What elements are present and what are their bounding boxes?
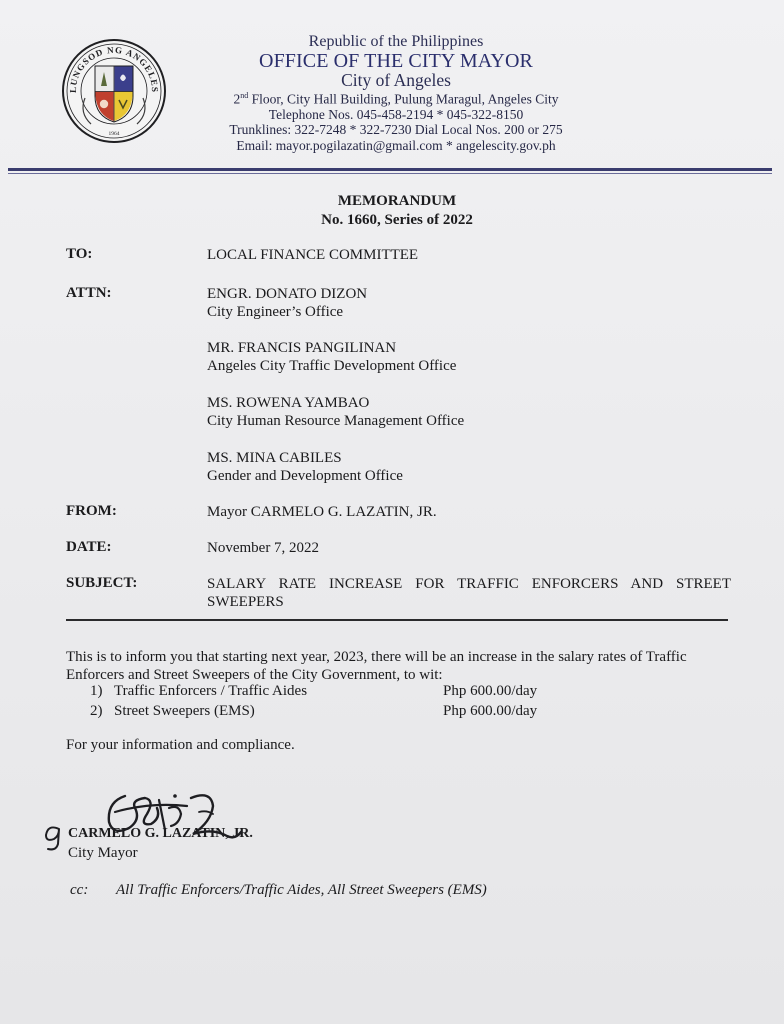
subject-line-1: SALARY RATE INCREASE FOR TRAFFIC ENFORCERS AND STREET bbox=[207, 576, 731, 592]
attn-office: Angeles City Traffic Development Office bbox=[207, 358, 457, 374]
trunklines-line: Trunklines: 322-7248 * 322-7230 Dial Local Nos. 200 or 275 bbox=[229, 122, 563, 137]
telephone-line: Telephone Nos. 045-458-2194 * 045-322-8150 bbox=[268, 106, 524, 122]
address-line: 2nd Floor, City Hall Building, Pulung Maragul, Angeles City bbox=[233, 90, 559, 106]
from-value: Mayor CARMELO G. LAZATIN, JR. bbox=[207, 504, 437, 520]
item-label: Street Sweepers (EMS) bbox=[114, 703, 255, 719]
memo-body-paragraph: This is to inform you that starting next year, 2023, there will be an increase in the salary rates of Traffic Enforcers and Street Sweepers of the City Government, to wit: bbox=[66, 649, 687, 684]
attn-name: ENGR. DONATO DIZON bbox=[207, 286, 368, 302]
attn-label: ATTN: bbox=[66, 285, 112, 301]
attn-entry bbox=[207, 339, 456, 375]
item-number: 1) bbox=[90, 683, 103, 699]
attn-office: City Engineer’s Office bbox=[207, 304, 344, 320]
item-label: Traffic Enforcers / Traffic Aides bbox=[114, 683, 308, 699]
subject-label: SUBJECT: bbox=[66, 575, 138, 591]
to-label: TO: bbox=[66, 246, 93, 262]
item-number: 2) bbox=[90, 703, 103, 719]
cc-recipients: All Traffic Enforcers/Traffic Aides, All Street Sweepers (EMS) bbox=[116, 882, 487, 898]
item-rate: Php 600.00/day bbox=[443, 703, 538, 719]
republic-line: Republic of the Philippines bbox=[308, 33, 484, 50]
date-label: DATE: bbox=[66, 539, 112, 555]
date-value: November 7, 2022 bbox=[207, 540, 320, 556]
cc-label: cc: bbox=[70, 882, 89, 898]
city-seal-logo bbox=[61, 38, 167, 144]
attn-name: MS. ROWENA YAMBAO bbox=[207, 395, 370, 411]
attn-entry bbox=[207, 394, 464, 430]
office-name: OFFICE OF THE CITY MAYOR bbox=[259, 50, 533, 72]
handwritten-signature bbox=[95, 778, 245, 850]
letterhead bbox=[190, 34, 602, 152]
initial-mark bbox=[40, 822, 68, 852]
attn-entry bbox=[207, 285, 367, 321]
letterhead-divider bbox=[8, 168, 772, 171]
attn-entry bbox=[207, 449, 403, 485]
attn-name: MR. FRANCIS PANGILINAN bbox=[207, 340, 397, 356]
from-label: FROM: bbox=[66, 503, 117, 519]
memo-title-block bbox=[292, 192, 502, 230]
signatory-name: CARMELO G. LAZATIN, JR. bbox=[68, 826, 253, 841]
memo-title: MEMORANDUM bbox=[337, 193, 457, 209]
attn-office: City Human Resource Management Office bbox=[207, 413, 465, 429]
letterhead-divider-thin bbox=[8, 173, 772, 174]
seal-year: 1964 bbox=[108, 131, 120, 137]
attn-name: MS. MINA CABILES bbox=[207, 450, 342, 466]
memo-number: No. 1660, Series of 2022 bbox=[321, 211, 473, 228]
city-name: City of Angeles bbox=[341, 70, 451, 90]
closing-line: For your information and compliance. bbox=[66, 737, 295, 753]
svg-text:LUNGSOD NG ANGELES: LUNGSOD NG ANGELES bbox=[67, 44, 161, 94]
email-line: Email: mayor.pogilazatin@gmail.com * angelescity.gov.ph bbox=[236, 137, 556, 153]
attn-office: Gender and Development Office bbox=[207, 468, 403, 484]
signatory-title: City Mayor bbox=[68, 845, 138, 861]
subject-line-2: SWEEPERS bbox=[207, 594, 284, 610]
item-rate: Php 600.00/day bbox=[443, 683, 538, 699]
header-separator bbox=[66, 619, 728, 621]
to-value: LOCAL FINANCE COMMITTEE bbox=[207, 247, 419, 263]
